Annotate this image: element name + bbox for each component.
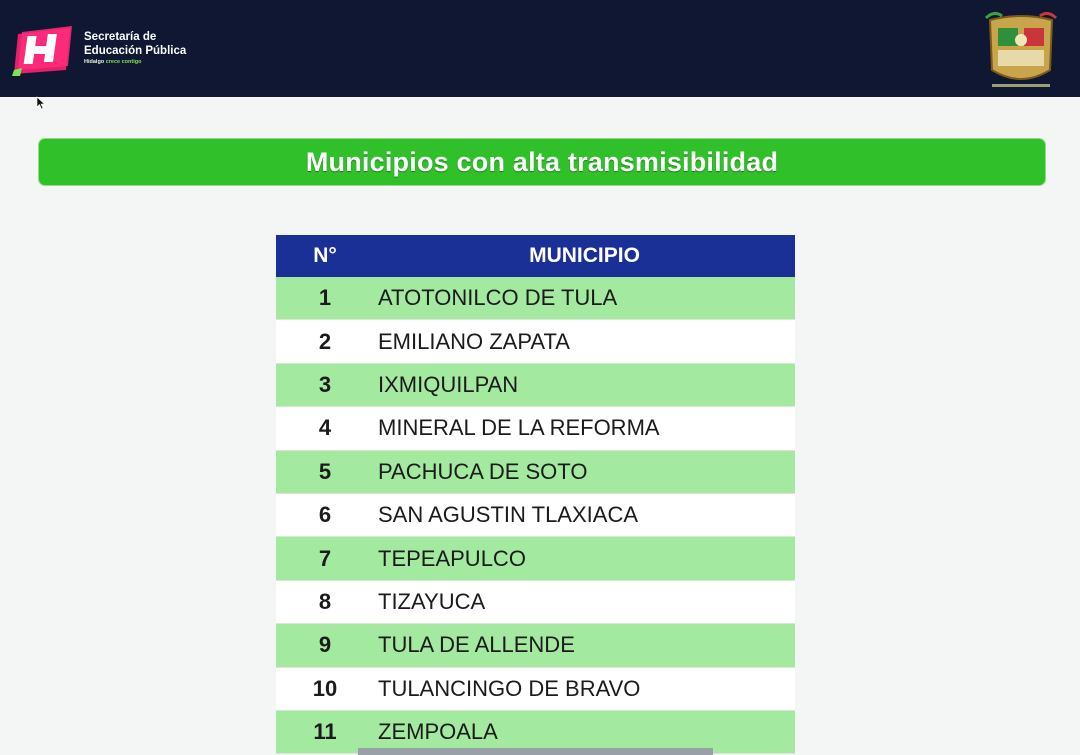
- top-header-bar: [0, 0, 1080, 97]
- table-row: [276, 407, 795, 450]
- table-row: [276, 277, 795, 320]
- row-number: 2: [276, 320, 374, 363]
- table-row: [276, 580, 795, 623]
- table-row: [276, 667, 795, 710]
- mouse-cursor-icon: [36, 96, 46, 110]
- row-number: 6: [276, 493, 374, 536]
- state-seal-icon: [984, 10, 1058, 94]
- row-number: 1: [276, 277, 374, 320]
- row-number: 3: [276, 363, 374, 406]
- table-row: [276, 537, 795, 580]
- title-banner: [39, 139, 1045, 185]
- row-municipio: TULANCINGO DE BRAVO: [374, 667, 795, 710]
- row-number: 8: [276, 580, 374, 623]
- row-number: 5: [276, 450, 374, 493]
- video-progress-strip: [358, 748, 713, 755]
- org-slogan: Hidalgo crece contigo: [84, 59, 142, 65]
- organization-name: [84, 30, 186, 67]
- row-municipio: TULA DE ALLENDE: [374, 624, 795, 667]
- row-municipio: PACHUCA DE SOTO: [374, 450, 795, 493]
- row-number: 9: [276, 624, 374, 667]
- municipios-table: [276, 235, 795, 754]
- row-municipio: EMILIANO ZAPATA: [374, 320, 795, 363]
- table-row: [276, 450, 795, 493]
- row-municipio: SAN AGUSTIN TLAXIACA: [374, 493, 795, 536]
- row-number: 7: [276, 537, 374, 580]
- row-number: 10: [276, 667, 374, 710]
- row-municipio: TIZAYUCA: [374, 580, 795, 623]
- column-header-number: N°: [276, 235, 374, 277]
- row-municipio: IXMIQUILPAN: [374, 363, 795, 406]
- row-number: 4: [276, 407, 374, 450]
- table-row: [276, 363, 795, 406]
- hidalgo-h-logo-icon: [12, 26, 72, 76]
- org-line-1: Secretaría de: [84, 31, 157, 43]
- table-row: [276, 493, 795, 536]
- table-row: [276, 624, 795, 667]
- banner-title: Municipios con alta transmisibilidad: [305, 146, 779, 177]
- row-municipio: MINERAL DE LA REFORMA: [374, 407, 795, 450]
- row-number: 11: [276, 710, 374, 753]
- row-municipio: TEPEAPULCO: [374, 537, 795, 580]
- table-row: [276, 320, 795, 363]
- org-line-2: Educación Pública: [84, 45, 187, 57]
- column-header-municipio: MUNICIPIO: [374, 235, 795, 277]
- table-header-row: [276, 235, 795, 277]
- row-municipio: ATOTONILCO DE TULA: [374, 277, 795, 320]
- row-municipio: ZEMPOALA: [374, 710, 795, 753]
